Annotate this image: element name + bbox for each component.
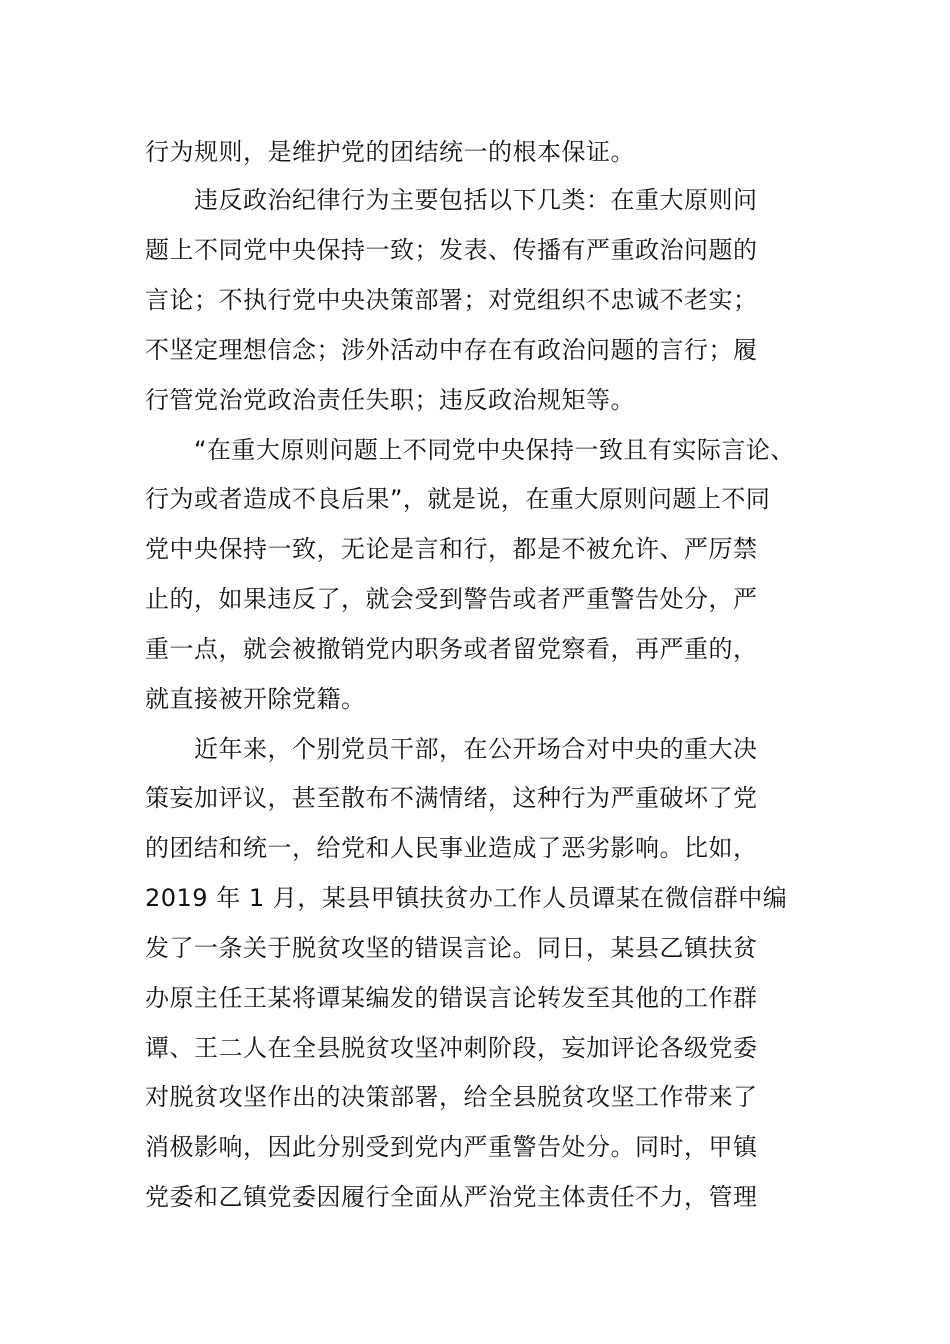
text-line: 办原主任王某将谭某编发的错误言论转发至其他的工作群: [145, 984, 758, 1012]
text-line: 发了一条关于脱贫攻坚的错误言论。同日，某县乙镇扶贫: [145, 934, 758, 962]
text-line: 就直接被开除党籍。: [145, 685, 366, 713]
text-line: 党委和乙镇党委因履行全面从严治党主体责任不力，管理: [145, 1183, 758, 1211]
paragraph-start-line: 违反政治纪律行为主要包括以下几类：在重大原则问: [194, 186, 758, 214]
text-line: 对脱贫攻坚作出的决策部署，给全县脱贫攻坚工作带来了: [145, 1083, 758, 1111]
text-line: 消极影响，因此分别受到党内严重警告处分。同时，甲镇: [145, 1133, 758, 1161]
paragraph-start-line: “在重大原则问题上不同党中央保持一致且有实际言论、: [194, 436, 795, 464]
text-line: 止的，如果违反了，就会受到警告或者严重警告处分，严: [145, 585, 758, 613]
text-line: 行为或者造成不良后果”，就是说，在重大原则问题上不同: [145, 485, 771, 513]
paragraph-start-line: 近年来，个别党员干部，在公开场合对中央的重大决: [194, 735, 758, 763]
text-line: 2019 年 1 月，某县甲镇扶贫办工作人员谭某在微信群中编: [145, 884, 788, 912]
text-line: 重一点，就会被撤销党内职务或者留党察看，再严重的，: [145, 635, 758, 663]
text-line: 不坚定理想信念；涉外活动中存在有政治问题的言行；履: [145, 336, 758, 364]
text-line: 行管党治党政治责任失职；违反政治规矩等。: [145, 386, 635, 414]
text-line: 行为规则，是维护党的团结统一的根本保证。: [145, 138, 635, 166]
text-line: 的团结和统一，给党和人民事业造成了恶劣影响。比如，: [145, 834, 758, 862]
text-line: 策妄加评议，甚至散布不满情绪，这种行为严重破坏了党: [145, 784, 758, 812]
text-line: 言论；不执行党中央决策部署；对党组织不忠诚不老实；: [145, 286, 758, 314]
text-line: 党中央保持一致，无论是言和行，都是不被允许、严厉禁: [145, 535, 758, 563]
text-line: 题上不同党中央保持一致；发表、传播有严重政治问题的: [145, 236, 758, 264]
text-line: 谭、王二人在全县脱贫攻坚冲刺阶段，妄加评论各级党委: [145, 1034, 758, 1062]
